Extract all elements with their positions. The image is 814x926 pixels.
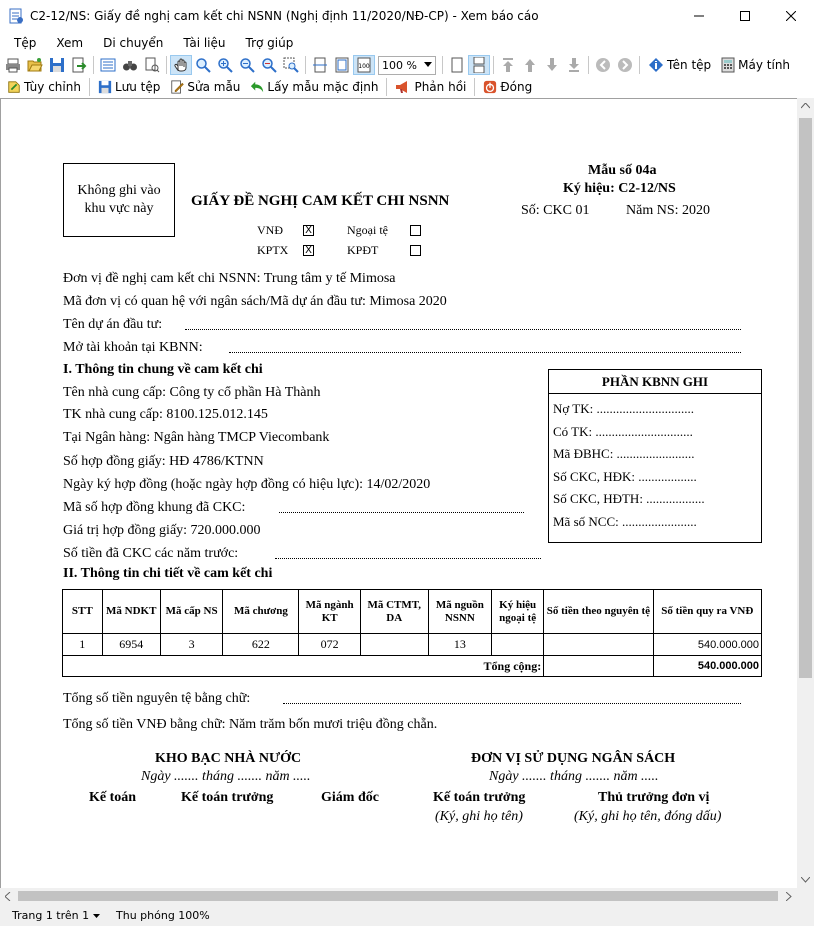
table-header: Số tiền quy ra VNĐ xyxy=(653,590,761,634)
export-button[interactable] xyxy=(68,55,90,75)
table-cell: 6954 xyxy=(102,634,160,656)
checkbox-kpdt[interactable] xyxy=(410,245,421,256)
menu-bar xyxy=(0,32,814,54)
toolbar-separator xyxy=(474,78,475,96)
table-header: Mã NDKT xyxy=(102,590,160,634)
budget-unit-date: Ngày ....... tháng ....... năm ..... xyxy=(489,769,659,784)
customize-button[interactable] xyxy=(2,77,86,97)
contract-number: Số hợp đồng giấy: HĐ 4786/KTNN xyxy=(63,454,264,469)
table-header-row xyxy=(63,590,762,634)
save-file-label: Lưu tệp xyxy=(114,80,161,94)
edit-template-button[interactable] xyxy=(165,77,245,97)
unit-head-note: (Ký, ghi họ tên, đóng dấu) xyxy=(574,809,722,824)
arrow-up-icon xyxy=(522,57,538,73)
treasury-date: Ngày ....... tháng ....... năm ..... xyxy=(141,769,311,784)
report-app-icon xyxy=(8,8,24,24)
megaphone-icon xyxy=(395,80,411,94)
treasury-accountant: Kế toán xyxy=(89,790,137,805)
table-cell xyxy=(544,634,653,656)
unit-chief-accountant: Kế toán trưởng xyxy=(433,790,526,805)
table-header: Mã cấp NS xyxy=(160,590,223,634)
table-cell: 13 xyxy=(428,634,492,656)
no-write-box: Không ghi vào khu vực này xyxy=(63,163,175,237)
info-icon xyxy=(648,57,664,73)
total-foreign-words: Tổng số tiền nguyên tệ bằng chữ: xyxy=(63,691,251,706)
table-header: Mã ngành KT xyxy=(299,590,360,634)
zoom-reset-button[interactable] xyxy=(258,55,280,75)
zoom-in-icon xyxy=(217,57,233,73)
zoom-indicator: Thu phóng 100% xyxy=(116,908,210,922)
zoom-select-value: 100 % xyxy=(382,58,417,72)
fit-page-button[interactable] xyxy=(331,55,353,75)
hand-tool-button[interactable] xyxy=(170,55,192,75)
treasury-title: KHO BẠC NHÀ NƯỚC xyxy=(155,751,302,766)
table-total-row xyxy=(63,656,762,677)
main-toolbar xyxy=(0,54,814,76)
fit-width-icon xyxy=(312,57,328,73)
table-header: Mã CTMT, DA xyxy=(360,590,428,634)
toolbar-separator xyxy=(639,56,640,74)
section-2-heading: II. Thông tin chi tiết về cam kết chi xyxy=(63,566,273,581)
toolbar-separator xyxy=(93,56,94,74)
toolbar-separator xyxy=(493,56,494,74)
forward-circle-icon xyxy=(617,57,633,73)
close-report-button[interactable] xyxy=(478,77,537,97)
chevron-down-icon xyxy=(93,914,100,919)
checkbox-kptx[interactable]: X xyxy=(303,245,314,256)
default-template-label: Lấy mẫu mặc định xyxy=(267,80,379,94)
zoom-out-icon xyxy=(239,57,255,73)
default-template-button[interactable] xyxy=(245,77,383,97)
calculator-icon xyxy=(721,57,735,73)
last-page-button[interactable] xyxy=(563,55,585,75)
table-cell xyxy=(492,634,544,656)
zoom-out-icon xyxy=(261,57,277,73)
commitment-detail-table xyxy=(62,589,762,677)
scroll-down-icon[interactable] xyxy=(801,877,810,883)
magnifier-icon xyxy=(195,57,211,73)
total-foreign-cell xyxy=(544,656,653,677)
checkbox-vnd[interactable]: X xyxy=(303,225,314,236)
title-bar xyxy=(0,0,814,32)
kbnn-row: Số CKC, HĐTH: .................. xyxy=(553,491,705,506)
unit-chief-accountant-note: (Ký, ghi họ tên) xyxy=(435,809,523,824)
zoom-select[interactable] xyxy=(378,56,436,75)
first-page-button[interactable] xyxy=(497,55,519,75)
table-cell: 622 xyxy=(223,634,299,656)
project-name: Tên dự án đầu tư: xyxy=(63,317,163,332)
edit-document-icon xyxy=(170,80,184,94)
report-viewport[interactable] xyxy=(0,98,797,888)
table-cell xyxy=(360,634,428,656)
checkbox-kpdt-label: KPĐT xyxy=(347,243,379,257)
list-icon xyxy=(100,57,116,73)
zoom-region-button[interactable] xyxy=(280,55,302,75)
close-report-label: Đóng xyxy=(500,80,533,94)
maximize-button[interactable] xyxy=(722,0,768,32)
checkbox-kptx-label: KPTX xyxy=(257,243,289,257)
budget-code: Mã đơn vị có quan hệ với ngân sách/Mã dự án đầu tư: Mimosa 2020 xyxy=(63,294,447,309)
previous-page-button[interactable] xyxy=(519,55,541,75)
back-circle-icon xyxy=(595,57,611,73)
maximize-icon xyxy=(740,11,750,21)
filename-button[interactable] xyxy=(643,55,716,75)
template-toolbar xyxy=(0,76,814,98)
page-setup-button[interactable] xyxy=(141,55,163,75)
table-cell: 072 xyxy=(299,634,360,656)
print-button[interactable] xyxy=(2,55,24,75)
continuous-page-icon xyxy=(471,57,487,73)
scroll-corner xyxy=(797,888,814,904)
next-page-button[interactable] xyxy=(541,55,563,75)
treasury-director: Giám đốc xyxy=(321,790,379,805)
section-1-heading: I. Thông tin chung về cam kết chi xyxy=(63,362,263,377)
filename-label: Tên tệp xyxy=(667,58,712,72)
feedback-button[interactable] xyxy=(390,77,471,97)
single-page-button[interactable] xyxy=(446,55,468,75)
table-header: Mã nguồn NSNN xyxy=(428,590,492,634)
contract-value: Giá trị hợp đồng giấy: 720.000.000 xyxy=(63,523,261,538)
scroll-left-icon[interactable] xyxy=(5,892,11,901)
actual-size-button[interactable] xyxy=(353,55,375,75)
kbnn-title: PHẦN KBNN GHI xyxy=(549,370,761,394)
arrow-down-icon xyxy=(544,57,560,73)
checkbox-foreign-label: Ngoại tệ xyxy=(347,223,388,237)
table-of-contents-button[interactable] xyxy=(97,55,119,75)
menu-view[interactable]: Xem xyxy=(56,36,84,50)
forward-button[interactable] xyxy=(614,55,636,75)
total-foreign-words-dots xyxy=(283,694,741,704)
export-icon xyxy=(71,57,87,73)
previous-years: Số tiền đã CKC các năm trước: xyxy=(63,546,239,561)
table-header: Mã chương xyxy=(223,590,299,634)
status-bar xyxy=(0,904,814,926)
undo-arrow-icon xyxy=(250,80,264,94)
zoom-in-button[interactable] xyxy=(214,55,236,75)
customize-label: Tùy chỉnh xyxy=(24,80,81,94)
close-icon xyxy=(786,11,796,21)
frame-contract-dots xyxy=(279,503,524,513)
unit-head: Thủ trưởng đơn vị xyxy=(598,790,710,805)
arrow-up-bar-icon xyxy=(500,57,516,73)
budget-year: Năm NS: 2020 xyxy=(626,203,710,218)
supplier-name: Tên nhà cung cấp: Công ty cổ phần Hà Thành xyxy=(63,385,321,400)
computer-label: Máy tính xyxy=(738,58,791,72)
save-file-button[interactable] xyxy=(93,77,165,97)
frame-contract: Mã số hợp đồng khung đã CKC: xyxy=(63,500,246,515)
menu-help[interactable]: Trợ giúp xyxy=(245,36,294,50)
treasury-chief-accountant: Kế toán trưởng xyxy=(181,790,274,805)
save-button[interactable] xyxy=(46,55,68,75)
arrow-down-bar-icon xyxy=(566,57,582,73)
page-indicator-text: Trang 1 trên 1 xyxy=(12,908,90,922)
previous-years-dots xyxy=(275,549,541,559)
table-cell: 540.000.000 xyxy=(653,634,761,656)
total-label: Tổng cộng: xyxy=(63,656,544,677)
floppy-disk-icon xyxy=(98,80,112,94)
menu-document[interactable]: Tài liệu xyxy=(183,36,226,50)
menu-navigate[interactable]: Di chuyển xyxy=(103,36,164,50)
kbnn-row: Nợ TK: .............................. xyxy=(553,401,694,416)
toolbar-separator xyxy=(166,56,167,74)
minimize-icon xyxy=(694,11,704,21)
document-number: Số: CKC 01 xyxy=(521,203,590,218)
scroll-right-icon[interactable] xyxy=(786,892,792,901)
table-cell: 1 xyxy=(63,634,103,656)
single-page-icon xyxy=(449,57,465,73)
table-cell: 3 xyxy=(160,634,223,656)
form-number: Mẫu số 04a xyxy=(588,163,657,178)
toolbar-separator xyxy=(442,56,443,74)
computer-button[interactable] xyxy=(716,55,795,75)
table-row xyxy=(63,634,762,656)
report-page xyxy=(5,105,795,889)
kbnn-row: Mã số NCC: ....................... xyxy=(553,514,697,529)
scroll-up-icon[interactable] xyxy=(801,103,810,109)
budget-unit-title: ĐƠN VỊ SỬ DỤNG NGÂN SÁCH xyxy=(471,751,676,766)
fit-page-icon xyxy=(334,57,350,73)
zoom-out-button[interactable] xyxy=(236,55,258,75)
page-indicator[interactable] xyxy=(12,909,116,922)
fit-width-button[interactable] xyxy=(309,55,331,75)
open-button[interactable] xyxy=(24,55,46,75)
page-search-icon xyxy=(144,57,160,73)
horizontal-scrollbar[interactable] xyxy=(0,888,797,904)
account-at-dots xyxy=(229,343,741,353)
total-value: 540.000.000 xyxy=(653,656,761,677)
supplier-account: TK nhà cung cấp: 8100.125.012.145 xyxy=(63,407,268,422)
table-header: STT xyxy=(63,590,103,634)
kbnn-row: Số CKC, HĐK: .................. xyxy=(553,469,697,484)
table-header: Số tiền theo nguyên tệ xyxy=(544,590,653,634)
svg-text:100: 100 xyxy=(358,63,370,70)
folder-open-icon xyxy=(27,57,43,73)
vertical-scroll-thumb[interactable] xyxy=(799,118,812,678)
kbnn-box xyxy=(548,369,762,543)
horizontal-scroll-thumb[interactable] xyxy=(18,891,778,901)
contract-date: Ngày ký hợp đồng (hoặc ngày hợp đồng có hiệu lực): 14/02/2020 xyxy=(63,477,431,492)
table-header: Ký hiệu ngoại tệ xyxy=(492,590,544,634)
edit-template-label: Sửa mẫu xyxy=(187,80,241,94)
checkbox-foreign[interactable] xyxy=(410,225,421,236)
minimize-button[interactable] xyxy=(676,0,722,32)
zoom-region-icon xyxy=(283,57,299,73)
vertical-scrollbar[interactable] xyxy=(797,98,814,888)
zoom-tool-button[interactable] xyxy=(192,55,214,75)
kbnn-row: Mã ĐBHC: ........................ xyxy=(553,446,695,461)
floppy-disk-icon xyxy=(49,57,65,73)
account-at: Mở tài khoản tại KBNN: xyxy=(63,340,203,355)
hand-icon xyxy=(173,57,189,73)
toolbar-separator xyxy=(588,56,589,74)
chevron-down-icon xyxy=(424,62,432,68)
project-name-dots xyxy=(185,320,741,330)
feedback-label: Phản hồi xyxy=(414,80,467,94)
customize-icon xyxy=(7,80,21,94)
menu-file[interactable]: Tệp xyxy=(14,36,37,50)
form-symbol: Ký hiệu: C2-12/NS xyxy=(563,181,676,196)
power-icon xyxy=(483,80,497,94)
binoculars-icon xyxy=(122,57,138,73)
actual-size-icon xyxy=(356,57,372,73)
checkbox-vnd-label: VNĐ xyxy=(257,223,283,237)
supplier-bank: Tại Ngân hàng: Ngân hàng TMCP Viecombank xyxy=(63,430,330,445)
toolbar-separator xyxy=(386,78,387,96)
requesting-unit: Đơn vị đề nghị cam kết chi NSNN: Trung tâm y tế Mimosa xyxy=(63,271,396,286)
close-window-button[interactable] xyxy=(768,0,814,32)
find-button[interactable] xyxy=(119,55,141,75)
document-title: GIẤY ĐỀ NGHỊ CAM KẾT CHI NSNN xyxy=(191,193,450,209)
toolbar-separator xyxy=(89,78,90,96)
toolbar-separator xyxy=(305,56,306,74)
window-title: C2-12/NS: Giấy đề nghị cam kết chi NSNN (Nghị định 11/2020/NĐ-CP) - Xem báo cáo xyxy=(30,9,539,23)
back-button[interactable] xyxy=(592,55,614,75)
total-vnd-words: Tổng số tiền VNĐ bằng chữ: Năm trăm bốn mươi triệu đồng chẵn. xyxy=(63,717,438,732)
kbnn-row: Có TK: .............................. xyxy=(553,424,693,439)
continuous-page-button[interactable] xyxy=(468,55,490,75)
printer-icon xyxy=(5,57,21,73)
